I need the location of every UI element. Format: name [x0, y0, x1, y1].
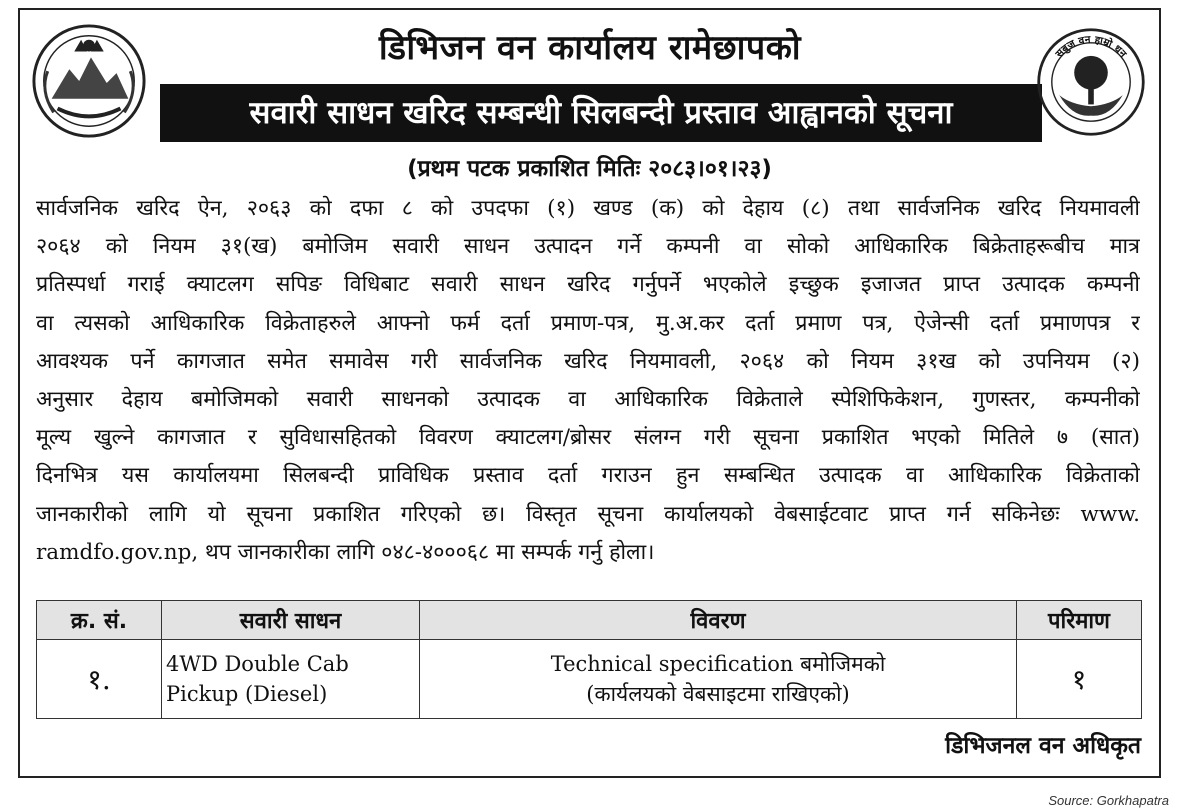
vehicle-line: Pickup (Diesel): [166, 682, 328, 706]
notice-body: [36, 190, 1140, 572]
body-line: ramdfo.gov.np, थप जानकारीका लागि ०४८-४०००६८ मा सम्पर्क गर्नु होला।: [36, 539, 655, 565]
nepal-government-emblem-icon: [30, 22, 148, 140]
detail-line: (कार्यलयको वेबसाइटमा राखिएको): [586, 682, 850, 706]
forest-department-logo-icon: [1035, 26, 1147, 138]
cell-serial: १.: [37, 640, 162, 719]
body-line: वा त्यसको आधिकारिक विक्रेताहरुले आफ्नो फर्म दर्ता प्रमाण-पत्र, मु.अ.कर दर्ता प्रमाण पत्र, ऐजेन्सी दर्ता प्रमाणपत्र र: [36, 310, 1140, 336]
cell-detail: [420, 640, 1017, 719]
table-row: [37, 640, 1142, 719]
body-line: जानकारीको लागि यो सूचना प्रकाशित गरिएको छ। विस्तृत सूचना कार्यालयको वेबसाईटवाट प्राप्त गर्न सकिनेछः www.: [36, 501, 1140, 527]
body-line: सार्वजनिक खरिद ऐन, २०६३ को दफा ८ को उपदफा (१) खण्ड (क) को देहाय (८) तथा सार्वजनिक खरिद नियमावली: [36, 196, 1140, 221]
body-line: दिनभित्र यस कार्यालयमा सिलबन्दी प्राविधिक प्रस्ताव दर्ता गराउन हुन सम्बन्धित उत्पादक वा आधिकारिक विक्रेताको: [36, 463, 1140, 489]
col-header-serial: क्र. सं.: [37, 601, 162, 640]
cell-quantity: १: [1017, 640, 1142, 719]
col-header-vehicle: सवारी साधन: [162, 601, 420, 640]
detail-line: Technical specification बमोजिमको: [550, 652, 886, 676]
cell-vehicle: [162, 640, 420, 719]
body-line: आवश्यक पर्ने कागजात समेत समावेस गरी सार्वजनिक खरिद नियमावली, २०६४ को नियम ३१ख को उपनियम (२): [36, 348, 1140, 374]
col-header-detail: विवरण: [420, 601, 1017, 640]
col-header-quantity: परिमाण: [1017, 601, 1142, 640]
published-date: (प्रथम पटक प्रकाशित मितिः २०८३।०१।२३): [407, 156, 772, 182]
signature: डिभिजनल वन अधिकृत: [945, 733, 1141, 759]
body-line: प्रतिस्पर्धा गराई क्याटलग सपिङ विधिबाट सवारी साधन खरिद गर्नुपर्ने भएकोले इच्छुक इजाजत प्राप्त उत्पादक कम्पनी: [36, 272, 1140, 298]
office-title: डिभिजन वन कार्यालय रामेछापको: [378, 28, 802, 68]
body-line: मूल्य खुल्ने कागजात र सुविधासहितको विवरण क्याटलग/ब्रोसर संलग्न गरी सूचना प्रकाशित भएको मितिले ७ (सात): [36, 425, 1140, 451]
vehicle-line: 4WD Double Cab: [166, 652, 349, 676]
source-credit: Source: Gorkhapatra: [1048, 793, 1169, 808]
vehicle-table: [36, 600, 1142, 719]
body-line: अनुसार देहाय बमोजिमको सवारी साधनको उत्पादक वा आधिकारिक विक्रेताले स्पेशिफिकेशन, गुणस्तर, कम्पनीको: [36, 387, 1140, 413]
notice-banner-title: सवारी साधन खरिद सम्बन्धी सिलबन्दी प्रस्ताव आह्वानको सूचना: [160, 84, 1042, 142]
body-line: २०६४ को नियम ३१(ख) बमोजिम सवारी साधन उत्पादन गर्ने कम्पनी वा सोको आधिकारिक बिक्रेताहरूबीच मात्र: [36, 234, 1140, 260]
notice-panel: [18, 8, 1161, 778]
logo-motto: सबुज वन हाम्रो धन: [1053, 33, 1129, 60]
table-header-row: [37, 601, 1142, 640]
